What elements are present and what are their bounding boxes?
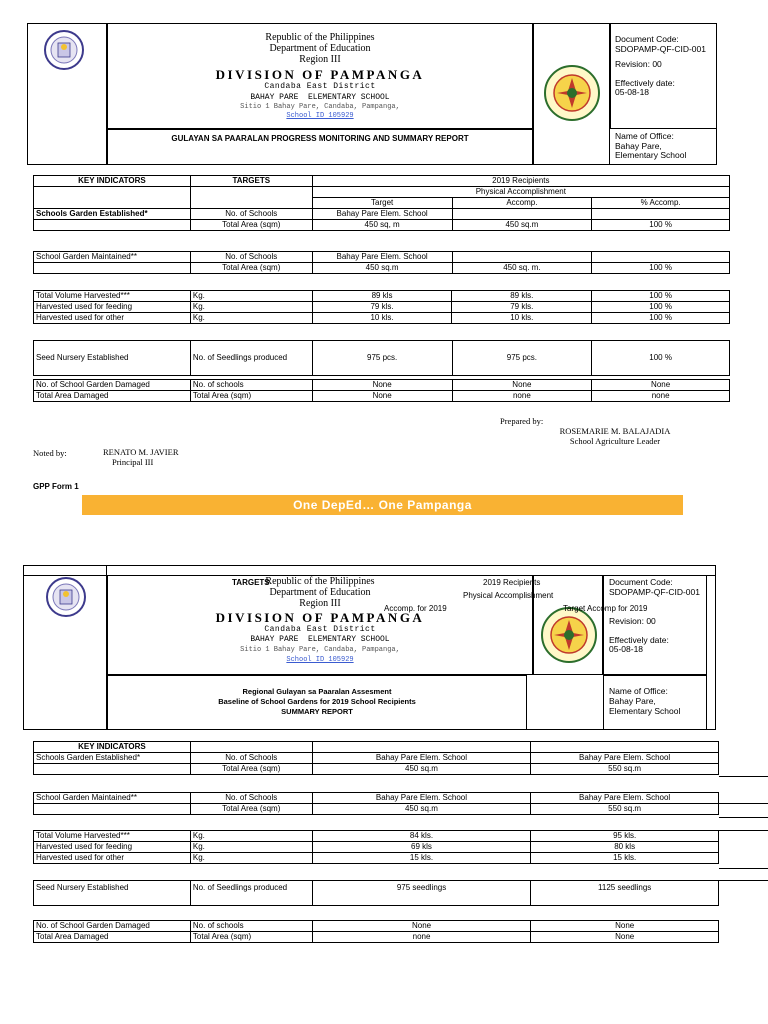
target-cell: 79 kls. (312, 302, 452, 313)
report2-established-table (33, 741, 719, 775)
unit-cell: Total Area (sqm) (190, 764, 312, 775)
school-name: BAHAY PARE ELEMENTARY SCHOOL (250, 635, 390, 644)
nursery-table (33, 340, 730, 376)
report2-title-1: Regional Gulayan sa Paaralan Assesment (242, 687, 392, 696)
target-cell: 975 pcs. (312, 341, 452, 376)
overlay-target-accomp: Target Accomp for 2019 (563, 604, 648, 613)
district-text: Candaba East District (264, 625, 376, 634)
indicator-cell: Seed Nursery Established (34, 881, 191, 906)
indicator-cell: Schools Garden Established* (34, 209, 191, 220)
accomp-cell: 15 kls. (312, 853, 531, 864)
accomp-cell: 450 sq.m (312, 764, 531, 775)
report1-header-table (33, 175, 730, 231)
accomp-cell: Bahay Pare Elem. School (312, 793, 531, 804)
pct-cell: none (592, 391, 730, 402)
indicator-cell: School Garden Maintained** (34, 793, 191, 804)
republic-text: Republic of the Philippines (265, 576, 375, 587)
unit-cell: No. of schools (190, 380, 312, 391)
table-row (34, 291, 730, 302)
unit-cell: No. of Schools (190, 753, 312, 764)
overlay-recipients: 2019 Recipients (483, 578, 541, 587)
table-row (34, 753, 719, 764)
stray-line (719, 868, 768, 869)
unit-cell: Total Area (sqm) (190, 391, 312, 402)
accomp-cell: Bahay Pare Elem. School (312, 753, 531, 764)
target-cell: 95 kls. (531, 831, 719, 842)
report2-title-2: Baseline of School Gardens for 2019 School Recipients (218, 697, 416, 706)
key-indicators-header: KEY INDICATORS (34, 176, 191, 187)
overlay-accomp: Accomp. for 2019 (384, 604, 447, 613)
accomp-cell: 10 kls. (452, 313, 592, 324)
indicator-cell: Schools Garden Established* (34, 753, 191, 764)
form-label: GPP Form 1 (33, 482, 79, 491)
target-cell: Bahay Pare Elem. School (531, 793, 719, 804)
stray-line (719, 830, 768, 831)
doc-code-label: Document Code: (615, 34, 679, 44)
accomp-cell (452, 209, 592, 220)
prepared-by-label: Prepared by: (500, 416, 544, 426)
indicator-cell (34, 220, 191, 231)
office-label: Name of Office: (615, 131, 674, 141)
pct-cell (592, 252, 730, 263)
office-name-2: Elementary School (615, 150, 687, 160)
table-row (34, 764, 719, 775)
accomp-col-header: Accomp. (452, 198, 592, 209)
unit-cell: Kg. (190, 853, 312, 864)
harvest-table (33, 290, 730, 324)
table-row (34, 853, 719, 864)
pct-cell: 100 % (592, 341, 730, 376)
target-col-header: Target (312, 198, 452, 209)
unit-cell: No. of Schools (190, 209, 312, 220)
indicator-cell: Harvested used for feeding (34, 302, 191, 313)
accomp-cell: 69 kls (312, 842, 531, 853)
indicator-cell: Total Area Damaged (34, 932, 191, 943)
target-cell: 550 sq.m (531, 804, 719, 815)
damaged-table (33, 379, 730, 402)
pct-cell: 100 % (592, 220, 730, 231)
pct-cell (592, 209, 730, 220)
indicator-cell (34, 764, 191, 775)
doc-code-value: SDOPAMP-QF-CID-001 (615, 43, 706, 54)
table-row (34, 209, 730, 220)
target-cell: Bahay Pare Elem. School (531, 753, 719, 764)
deped-logo-icon (45, 572, 87, 622)
stray-line (719, 776, 768, 777)
school-id-link[interactable]: School ID 105929 (286, 112, 354, 120)
unit-cell: No. of Schools (190, 793, 312, 804)
division-title: DIVISION OF PAMPANGA (215, 67, 425, 82)
table-row (34, 921, 719, 932)
noted-by-name: RENATO M. JAVIER (103, 447, 179, 457)
unit-cell: Total Area (sqm) (190, 220, 312, 231)
revision-text: Revision: 00 (615, 59, 662, 69)
effectivity-value: 05-08-18 (609, 644, 644, 654)
table-row (34, 341, 730, 376)
indicator-cell: Harvested used for other (34, 853, 191, 864)
region-text: Region III (299, 54, 341, 65)
indicator-cell: No. of School Garden Damaged (34, 921, 191, 932)
address-text: Sitio 1 Bahay Pare, Candaba, Pampanga, (240, 103, 400, 111)
report2-maintained-table (33, 792, 719, 815)
noted-by-title: Principal III (112, 457, 154, 467)
effectivity-label: Effectively date: (609, 634, 669, 645)
target-cell: None (312, 391, 452, 402)
report2-title-3: SUMMARY REPORT (281, 707, 353, 716)
effectivity-label: Effectively date: (615, 77, 675, 88)
accomp-cell: 450 sq.m (312, 804, 531, 815)
office-name-2: Elementary School (609, 706, 681, 716)
unit-cell: Total Area (sqm) (190, 804, 312, 815)
pct-cell: 100 % (592, 313, 730, 324)
target-cell: None (531, 921, 719, 932)
target-cell: 450 sq, m (312, 220, 452, 231)
doc-code-label: Document Code: (609, 577, 673, 587)
department-text: Department of Education (269, 587, 371, 598)
school-seal-icon (543, 64, 601, 122)
target-cell: 89 kls (312, 291, 452, 302)
target-cell: None (531, 932, 719, 943)
department-text: Department of Education (269, 43, 371, 54)
accomp-cell: none (312, 932, 531, 943)
table-row (34, 263, 730, 274)
accomp-cell: none (452, 391, 592, 402)
accomp-cell: 975 seedlings (312, 881, 531, 906)
unit-cell: Total Area (sqm) (190, 932, 312, 943)
target-cell: 10 kls. (312, 313, 452, 324)
stray-line (719, 817, 768, 818)
indicator-cell: Harvested used for feeding (34, 842, 191, 853)
table-row (34, 302, 730, 313)
accomp-cell: None (452, 380, 592, 391)
effectivity-value: 05-08-18 (615, 87, 650, 97)
target-cell: Bahay Pare Elem. School (312, 252, 452, 263)
school-id-link[interactable]: School ID 105929 (286, 656, 354, 664)
unit-cell: Kg. (190, 302, 312, 313)
accomp-cell: None (312, 921, 531, 932)
indicator-cell: Harvested used for other (34, 313, 191, 324)
prepared-by-name: ROSEMARIE M. BALAJADIA (559, 426, 671, 436)
unit-cell: No. of schools (190, 921, 312, 932)
table-row (34, 313, 730, 324)
overlay-physical: Physical Accomplishment (463, 591, 554, 600)
table-row (34, 391, 730, 402)
target-cell: 1125 seedlings (531, 881, 719, 906)
revision-text: Revision: 00 (609, 616, 656, 626)
district-text: Candaba East District (264, 82, 376, 91)
noted-by-label: Noted by: (33, 448, 67, 458)
accomp-cell: 84 kls. (312, 831, 531, 842)
accomp-cell: 79 kls. (452, 302, 592, 313)
pct-cell: 100 % (592, 263, 730, 274)
table-row (34, 881, 719, 906)
target-cell: Bahay Pare Elem. School (312, 209, 452, 220)
report2-harvest-table (33, 830, 719, 864)
office-name-1: Bahay Pare, (609, 696, 656, 706)
table-row (34, 793, 719, 804)
indicator-cell: No. of School Garden Damaged (34, 380, 191, 391)
office-name-1: Bahay Pare, (615, 140, 662, 151)
office-label: Name of Office: (609, 686, 668, 696)
republic-text: Republic of the Philippines (265, 32, 375, 43)
report2-damaged-table (33, 920, 719, 943)
pct-cell: 100 % (592, 291, 730, 302)
target-cell: 15 kls. (531, 853, 719, 864)
unit-cell: Kg. (190, 842, 312, 853)
unit-cell: No. of Seedlings produced (190, 341, 312, 376)
table-row (34, 252, 730, 263)
target-cell: 80 kls (531, 842, 719, 853)
indicator-cell (34, 263, 191, 274)
unit-cell: Total Area (sqm) (190, 263, 312, 274)
accomp-cell: 450 sq.m (452, 220, 592, 231)
table-row (34, 932, 719, 943)
target-cell: None (312, 380, 452, 391)
overlay-targets: TARGETS (232, 578, 270, 587)
target-cell: 550 sq.m (531, 764, 719, 775)
accomp-cell: 450 sq. m. (452, 263, 592, 274)
accomp-cell: 89 kls. (452, 291, 592, 302)
targets-header: TARGETS (190, 176, 312, 187)
unit-cell: Kg. (190, 831, 312, 842)
indicator-cell: Total Volume Harvested*** (34, 831, 191, 842)
indicator-cell (34, 804, 191, 815)
stray-line (719, 880, 768, 881)
region-text: Region III (299, 598, 341, 609)
prepared-by-title: School Agriculture Leader (569, 436, 661, 446)
pct-cell: None (592, 380, 730, 391)
report-title: GULAYAN SA PAARALAN PROGRESS MONITORING AND SUMMARY REPORT (171, 134, 469, 143)
accomp-cell (452, 252, 592, 263)
unit-cell: Kg. (190, 313, 312, 324)
recipients-header: 2019 Recipients (312, 176, 729, 187)
school-seal-icon (540, 606, 598, 664)
address-text: Sitio 1 Bahay Pare, Candaba, Pampanga, (240, 646, 400, 654)
table-row (34, 804, 719, 815)
maintained-table (33, 251, 730, 274)
table-row (34, 842, 719, 853)
indicator-cell: School Garden Maintained** (34, 252, 191, 263)
indicator-cell: Seed Nursery Established (34, 341, 191, 376)
unit-cell: Kg. (190, 291, 312, 302)
stray-line (719, 803, 768, 804)
unit-cell: No. of Seedlings produced (190, 881, 312, 906)
deped-banner: One DepEd… One Pampanga (82, 495, 683, 515)
deped-logo-icon (43, 25, 85, 75)
division-title: DIVISION OF PAMPANGA (215, 610, 425, 625)
report2-nursery-table (33, 880, 719, 906)
table-row (34, 220, 730, 231)
school-name: BAHAY PARE ELEMENTARY SCHOOL (250, 93, 390, 102)
indicator-cell: Total Area Damaged (34, 391, 191, 402)
physical-header: Physical Accomplishment (312, 187, 729, 198)
key-indicators-header: KEY INDICATORS (34, 742, 191, 753)
pct-cell: 100 % (592, 302, 730, 313)
doc-code-value: SDOPAMP-QF-CID-001 (609, 587, 700, 597)
table-row (34, 831, 719, 842)
target-cell: 450 sq.m (312, 263, 452, 274)
pct-col-header: % Accomp. (592, 198, 730, 209)
unit-cell: No. of Schools (190, 252, 312, 263)
indicator-cell: Total Volume Harvested*** (34, 291, 191, 302)
table-row (34, 380, 730, 391)
accomp-cell: 975 pcs. (452, 341, 592, 376)
